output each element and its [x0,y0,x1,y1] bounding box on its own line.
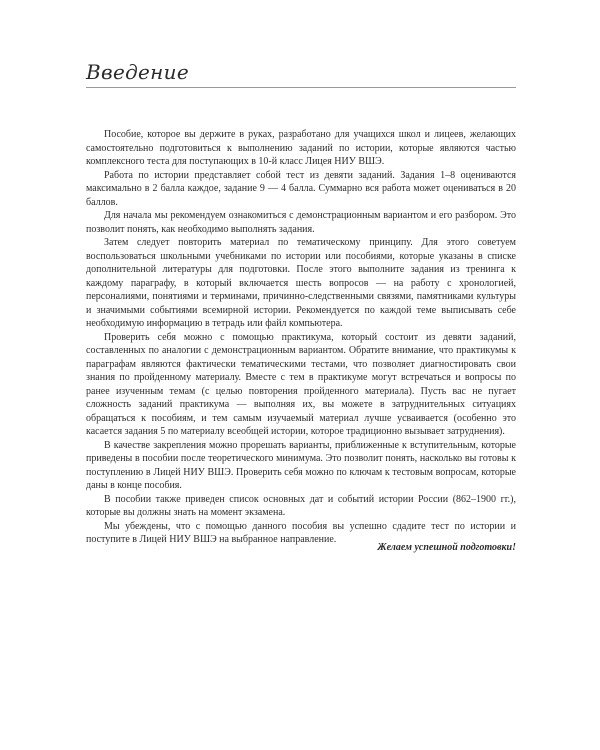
page-title: Введение [86,60,189,84]
paragraph: Для начала мы рекомендуем ознакомиться с демонстрационным вариантом и его разбором. Это позволит понять, как необходимо выполнять задания. [86,210,516,235]
paragraph: В пособии также приведен список основных дат и событий истории России (862–1900 гг.), которые вы должны знать на момент экзамена. [86,493,516,518]
paragraph: Проверить себя можно с помощью практикума, который состоит из девяти заданий, составленных по аналогии с демонстрационным вариантом. Обратите внимание, что практикумы к параграфам являются фактически тематическими тестами, что позволяет диагностировать свои знания по пройденному материалу. Вместе с тем в практикуме могут встречаться и вопросы по ранее изученным темам (с целью повторения пройденного материала). Пусть вас не пугает сложность заданий практикума — выполняя их, вы можете в затруднительных ситуациях обращаться к пособиям, и тем самым изучаемый материал лучше усваивается (особенно это касается задания 5 по материалу всеобщей истории, которое традиционно вызывает затруднения). [86,331,516,437]
intro-body [86,128,516,547]
paragraph: Работа по истории представляет собой тест из девяти заданий. Задания 1–8 оцениваются максимально в 2 балла каждое, задание 9 — 4 балла. Суммарно вся работа может оцениваться в 20 баллов. [86,169,516,208]
closing-wish: Желаем успешной подготовки! [377,542,516,553]
paragraph: Пособие, которое вы держите в руках, разработано для учащихся школ и лицеев, желающих самостоятельно подготовиться к выполнению заданий по истории, которые являются частью комплексного теста для поступающих в 10-й класс Лицея НИУ ВШЭ. [86,129,516,167]
paragraph: Мы убеждены, что с помощью данного пособия вы успешно сдадите тест по истории и поступите в Лицей НИУ ВШЭ на выбранное направление. [86,520,516,545]
title-underline [86,87,516,88]
paragraph: В качестве закрепления можно прорешать варианты, приближенные к вступительным, которые приведены в пособии после теоретического минимума. Это позволит понять, насколько вы готовы к поступлению в Лицей НИУ ВШЭ. Проверить себя можно по ключам к тестовым вопросам, которые даны в конце пособия. [86,439,516,491]
paragraph: Затем следует повторить материал по тематическому принципу. Для этого советуем воспользоваться школьными учебниками по истории или пособиями, которые указаны в списке дополнительной литературы для подготовки. После этого выполните задания из тренинга к каждому параграфу, в который включается шесть вопросов — на работу с хронологией, персоналиями, понятиями и терминами, причинно-следственными связями, памятниками культуры и значимыми событиями всемирной истории. Рекомендуется по каждой теме выписывать себе необходимую информацию в тетрадь или файл компьютера. [86,237,516,329]
